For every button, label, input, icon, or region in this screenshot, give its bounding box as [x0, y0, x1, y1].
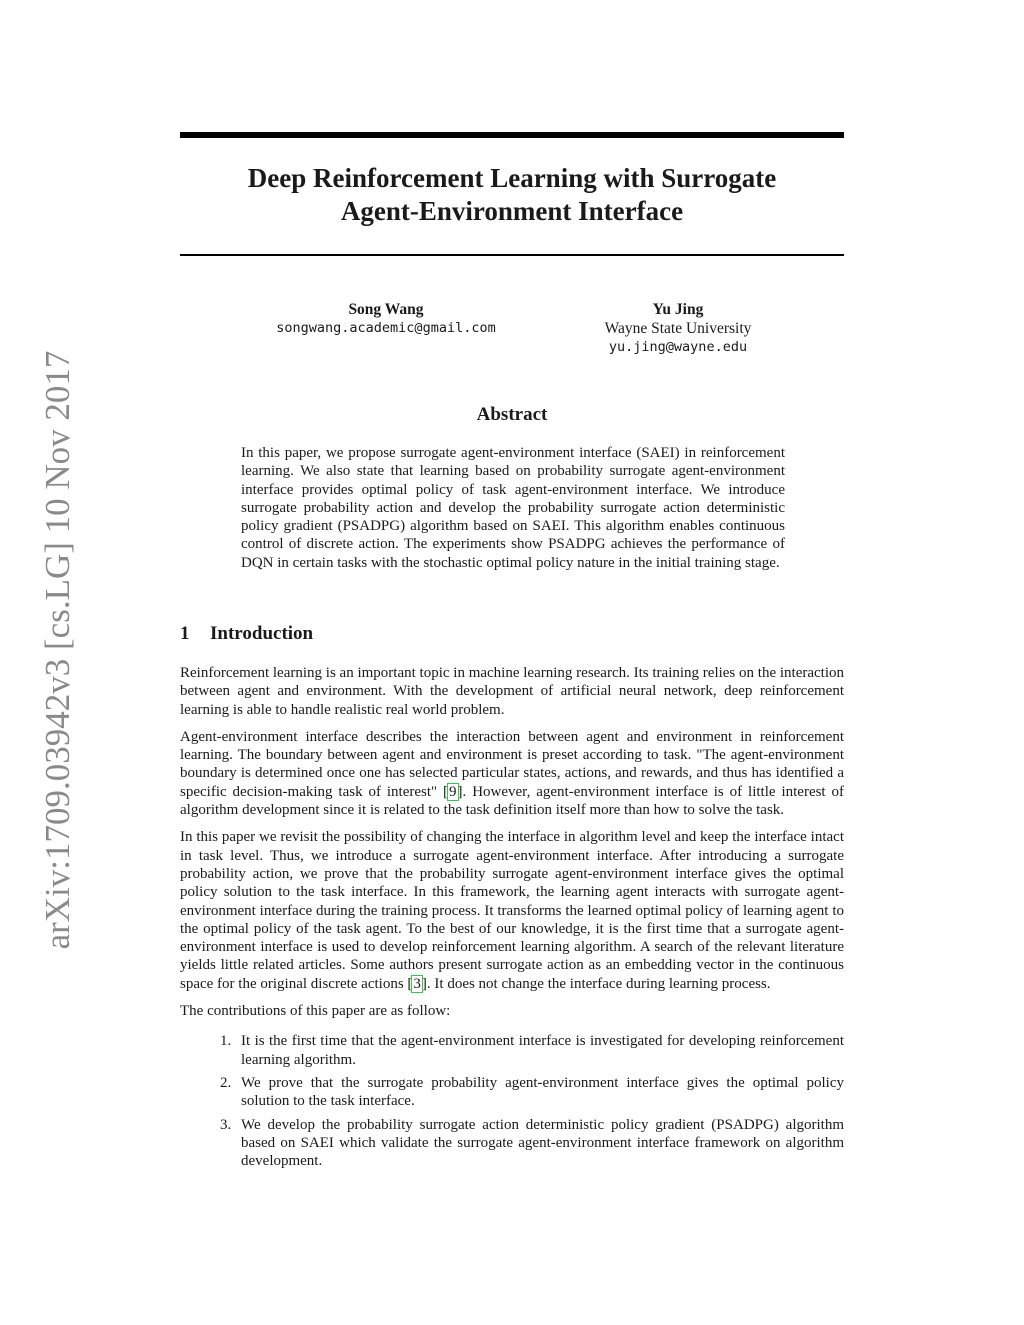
- intro-paragraph-3: [180, 828, 844, 993]
- list-item-text: We prove that the surrogate probability agent-environment interface gives the optimal policy solution to the task interface.: [241, 1074, 844, 1110]
- section-title: Introduction: [210, 623, 314, 644]
- intro-paragraph-4: The contributions of this paper are as follow:: [180, 1003, 451, 1020]
- intro-paragraph-2: [180, 728, 844, 819]
- abstract-text: In this paper, we propose surrogate agent-environment interface (SAEI) in reinforcement learning. We also state that learning based on probability surrogate agent-environment interface provides optimal policy of task agent-environment interface. We introduce surrogate probability action and develop the probability surrogate action deterministic policy gradient (PSADPG) algorithm based on SAEI. This algorithm enables continuous control of discrete action. The experiments show PSADPG achieves the performance of DQN in certain tasks with the stochastic optimal policy nature in the initial training stage.: [241, 445, 785, 571]
- paper-title-line-2: Agent-Environment Interface: [340, 196, 684, 226]
- list-marker: 1.: [220, 1033, 232, 1050]
- introduction-body: [180, 664, 844, 1175]
- list-item: [180, 1116, 844, 1171]
- author-block-song-wang: [236, 300, 536, 338]
- author-name: Yu Jing: [652, 301, 704, 318]
- list-marker: 2.: [220, 1074, 232, 1091]
- paper-title: [180, 162, 844, 228]
- section-heading-introduction: [180, 623, 313, 645]
- author-affiliation: Wayne State University: [604, 320, 752, 337]
- title-bottom-rule: [180, 254, 844, 256]
- title-top-rule: [180, 132, 844, 138]
- list-item-text: It is the first time that the agent-environment interface is investigated for developing reinforcement learning algorithm.: [241, 1033, 844, 1068]
- list-item: [180, 1074, 844, 1111]
- list-marker: 3.: [220, 1116, 232, 1133]
- citation-link-9[interactable]: 9: [449, 783, 457, 800]
- intro-paragraph-2-text-b: ]. However, agent-environment interface is of little interest of algorithm development since it is related to the task definition itself more than how to solve the task.: [180, 783, 844, 819]
- intro-paragraph-3-text-a: In this paper we revisit the possibility of changing the interface in algorithm level and keep the interface intact in task level. Thus, we introduce a surrogate agent-environment interface. After introducing a surrogate probability action, we prove that the probability surrogate agent-environment interface gives the optimal policy solution to the task interface. In this framework, the learning agent interacts with surrogate agent-environment interface during the training process. It transforms the learned optimal policy of learning agent to the optimal policy of the task agent. To the best of our knowledge, it is the first time that a surrogate agent-environment interface is used to develop reinforcement learning algorithm. A search of the relevant literature yields little related articles. Some authors present surrogate action as an embedding vector in the continuous space for the original discrete actions [: [180, 829, 844, 992]
- paper-title-line-1: Deep Reinforcement Learning with Surrogate: [247, 163, 777, 193]
- list-item-text: We develop the probability surrogate action deterministic policy gradient (PSADPG) algorithm based on SAEI which validate the surrogate agent-environment interface framework on algorithm development.: [241, 1116, 844, 1170]
- list-item: [180, 1032, 844, 1069]
- author-name: Song Wang: [348, 301, 424, 318]
- author-block-yu-jing: [528, 300, 828, 357]
- arxiv-identifier-stamp: arXiv:1709.03942v3 [cs.LG] 10 Nov 2017: [38, 350, 77, 950]
- intro-paragraph-2-text-a: Agent-environment interface describes the interaction between agent and environment in reinforcement learning. The boundary between agent and environment is preset according to task. "The agent-environment boundary is determined once one has selected particular states, actions, and rewards, and thus has identified a specific decision-making task of interest" [: [180, 728, 844, 800]
- author-email: yu.jing@wayne.edu: [608, 339, 748, 355]
- citation-link-3[interactable]: 3: [413, 975, 421, 992]
- author-email: songwang.academic@gmail.com: [276, 320, 496, 336]
- intro-paragraph-3-text-b: ]. It does not change the interface during learning process.: [421, 975, 771, 992]
- intro-paragraph-1: Reinforcement learning is an important topic in machine learning research. Its training relies on the interaction between agent and environment. With the development of artificial neural network, deep reinforcement learning is able to handle realistic real world problem.: [180, 665, 844, 718]
- contributions-list: [180, 1032, 844, 1170]
- section-number: 1: [180, 623, 190, 644]
- abstract-heading: Abstract: [476, 404, 548, 425]
